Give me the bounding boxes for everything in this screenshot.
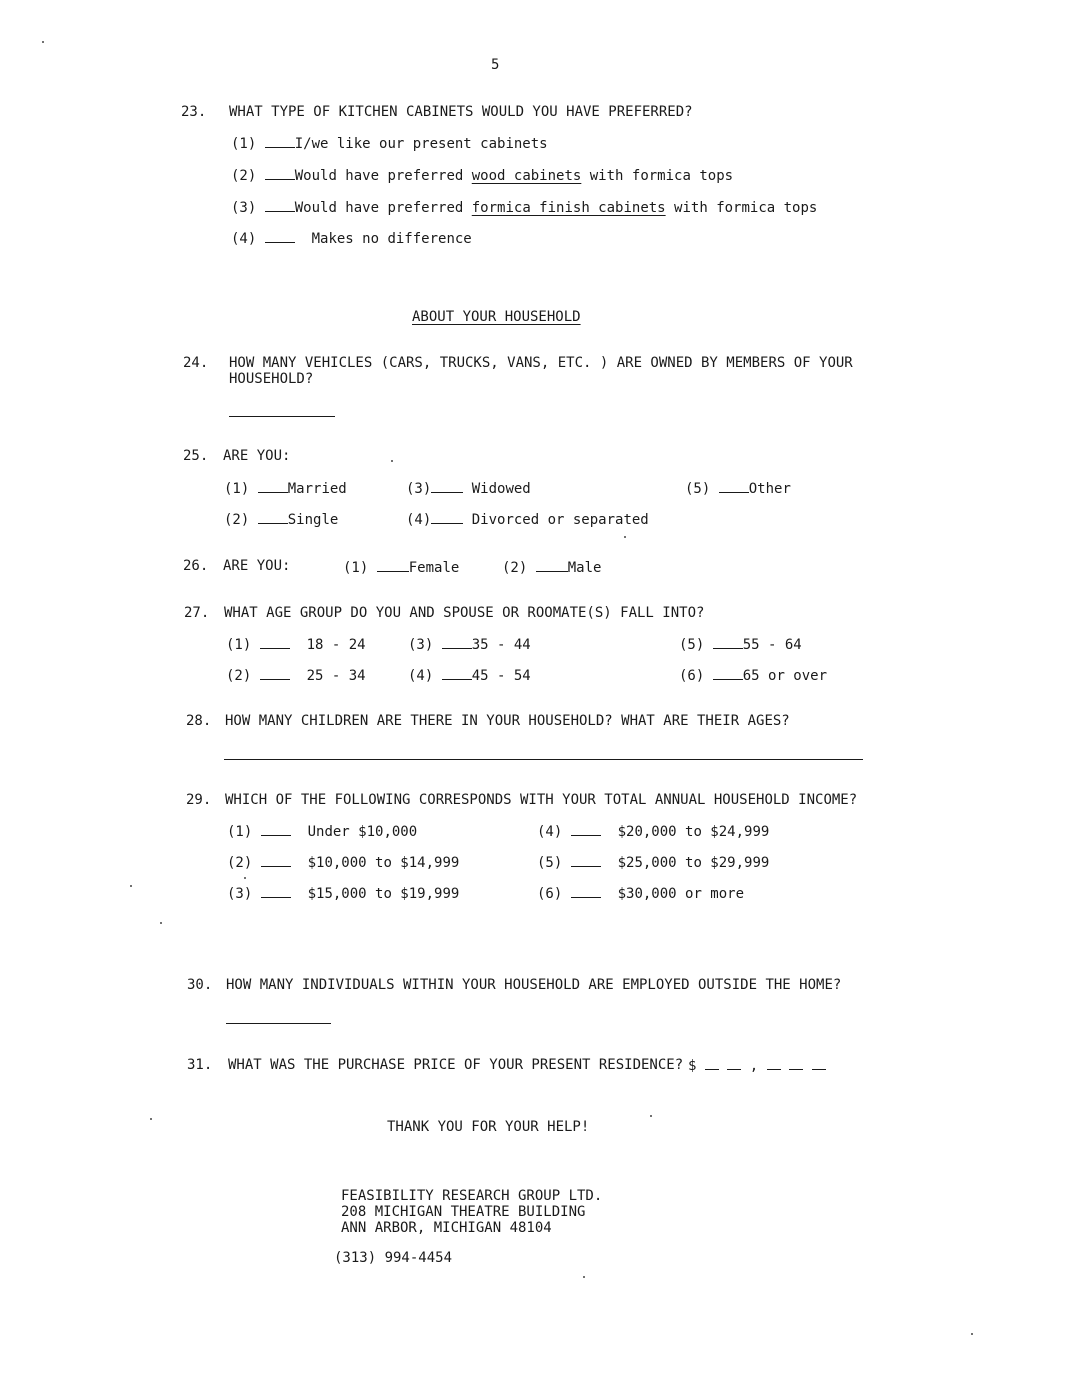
option-number: (4) bbox=[406, 512, 432, 528]
footer-address-line: 208 MICHIGAN THEATRE BUILDING bbox=[341, 1204, 586, 1220]
scan-speck bbox=[160, 922, 162, 924]
option-text: Makes no difference bbox=[311, 231, 472, 247]
question-26-text: ARE YOU: bbox=[223, 558, 291, 574]
question-29-text: WHICH OF THE FOLLOWING CORRESPONDS WITH YOUR TOTAL ANNUAL HOUSEHOLD INCOME? bbox=[225, 792, 858, 808]
q28-answer-line[interactable] bbox=[224, 759, 863, 760]
scan-speck bbox=[624, 536, 626, 538]
question-31-number: 31. bbox=[187, 1057, 213, 1073]
question-26-number: 26. bbox=[183, 558, 209, 574]
answer-blank[interactable] bbox=[261, 885, 291, 898]
question-28-text: HOW MANY CHILDREN ARE THERE IN YOUR HOUSEHOLD? WHAT ARE THEIR AGES? bbox=[225, 713, 790, 729]
option-text: 25 - 34 bbox=[306, 668, 366, 684]
answer-blank[interactable] bbox=[377, 559, 409, 572]
q26-option-2 bbox=[502, 559, 601, 576]
question-25-text: ARE YOU: bbox=[223, 448, 291, 464]
answer-blank[interactable] bbox=[571, 823, 601, 836]
option-number: (1) bbox=[224, 481, 250, 497]
option-text: Widowed bbox=[471, 481, 531, 497]
option-number: (4) bbox=[408, 668, 434, 684]
option-number: (6) bbox=[537, 886, 563, 902]
option-text: Single bbox=[287, 512, 339, 528]
q29-option-6 bbox=[537, 885, 744, 902]
option-text: I/we like our present cabinets bbox=[294, 136, 548, 152]
option-text: 65 or over bbox=[742, 668, 828, 684]
q29-option-3 bbox=[227, 885, 459, 902]
footer-phone: (313) 994-4454 bbox=[334, 1250, 453, 1266]
q25-option-5 bbox=[685, 480, 791, 497]
option-text: Female bbox=[408, 560, 460, 576]
option-number: (3) bbox=[408, 637, 434, 653]
option-number: (1) bbox=[343, 560, 369, 576]
question-27-text: WHAT AGE GROUP DO YOU AND SPOUSE OR ROOMATE(S) FALL INTO? bbox=[224, 605, 705, 621]
answer-blank[interactable] bbox=[536, 559, 568, 572]
q25-option-2 bbox=[224, 511, 338, 528]
price-answer bbox=[688, 1057, 826, 1074]
option-number: (5) bbox=[685, 481, 711, 497]
option-number: (2) bbox=[502, 560, 528, 576]
digit-blank[interactable] bbox=[789, 1057, 803, 1070]
q29-option-2 bbox=[227, 854, 459, 871]
option-number: (2) bbox=[227, 855, 253, 871]
option-text: 18 - 24 bbox=[306, 637, 366, 653]
thank-you-text: THANK YOU FOR YOUR HELP! bbox=[387, 1119, 590, 1135]
option-text: Married bbox=[287, 481, 347, 497]
scan-speck bbox=[150, 1118, 152, 1120]
answer-blank[interactable] bbox=[571, 885, 601, 898]
question-29-number: 29. bbox=[186, 792, 212, 808]
q25-option-1 bbox=[224, 480, 347, 497]
option-text-underlined: wood cabinets bbox=[471, 168, 582, 184]
answer-blank[interactable] bbox=[265, 230, 295, 243]
option-text-post: with formica tops bbox=[581, 168, 734, 184]
answer-blank[interactable] bbox=[260, 667, 290, 680]
scan-speck bbox=[583, 1276, 585, 1278]
option-text-post: with formica tops bbox=[665, 200, 818, 216]
question-24-text-line1: HOW MANY VEHICLES (CARS, TRUCKS, VANS, ETC. ) ARE OWNED BY MEMBERS OF YOUR bbox=[229, 355, 853, 371]
answer-blank[interactable] bbox=[265, 167, 295, 180]
option-number: (1) bbox=[227, 824, 253, 840]
answer-blank[interactable] bbox=[571, 854, 601, 867]
answer-blank[interactable] bbox=[713, 636, 743, 649]
option-text: 55 - 64 bbox=[742, 637, 802, 653]
question-24-number: 24. bbox=[183, 355, 209, 371]
option-text: $30,000 or more bbox=[617, 886, 745, 902]
scan-speck bbox=[650, 1115, 652, 1117]
option-number: (3) bbox=[227, 886, 253, 902]
option-number: (5) bbox=[537, 855, 563, 871]
digit-blank[interactable] bbox=[705, 1057, 719, 1070]
q27-option-6 bbox=[679, 667, 827, 684]
thousands-comma: , bbox=[749, 1058, 759, 1074]
answer-blank[interactable] bbox=[713, 667, 743, 680]
question-25-number: 25. bbox=[183, 448, 209, 464]
option-text-pre: Would have preferred bbox=[294, 200, 472, 216]
page-number: 5 bbox=[491, 57, 500, 73]
question-24-text-line2: HOUSEHOLD? bbox=[229, 371, 314, 387]
scan-speck bbox=[42, 41, 44, 43]
option-number: (2) bbox=[226, 668, 252, 684]
answer-blank[interactable] bbox=[442, 636, 472, 649]
q27-option-3 bbox=[408, 636, 531, 653]
scan-speck bbox=[971, 1333, 973, 1335]
option-text: Male bbox=[567, 560, 602, 576]
scan-speck bbox=[391, 460, 393, 462]
option-text: $10,000 to $14,999 bbox=[307, 855, 460, 871]
footer-org-name: FEASIBILITY RESEARCH GROUP LTD. bbox=[341, 1188, 603, 1204]
answer-blank[interactable] bbox=[431, 480, 463, 493]
option-text: Other bbox=[748, 481, 791, 497]
option-number: (2) bbox=[231, 168, 257, 184]
q30-answer-line[interactable] bbox=[226, 1023, 331, 1024]
option-text: $20,000 to $24,999 bbox=[617, 824, 770, 840]
q27-option-2 bbox=[226, 667, 366, 684]
digit-blank[interactable] bbox=[812, 1057, 826, 1070]
answer-blank[interactable] bbox=[265, 199, 295, 212]
option-text-underlined: formica finish cabinets bbox=[471, 200, 666, 216]
option-number: (5) bbox=[679, 637, 705, 653]
q29-option-1 bbox=[227, 823, 417, 840]
digit-blank[interactable] bbox=[727, 1057, 741, 1070]
question-30-number: 30. bbox=[187, 977, 213, 993]
currency-sign: $ bbox=[688, 1058, 697, 1074]
option-number: (4) bbox=[231, 231, 257, 247]
option-text: Under $10,000 bbox=[307, 824, 418, 840]
option-text: 35 - 44 bbox=[471, 637, 531, 653]
option-text: Divorced or separated bbox=[471, 512, 649, 528]
digit-blank[interactable] bbox=[767, 1057, 781, 1070]
q23-option-2 bbox=[231, 167, 733, 184]
answer-blank[interactable] bbox=[431, 511, 463, 524]
option-text: $25,000 to $29,999 bbox=[617, 855, 770, 871]
q27-option-5 bbox=[679, 636, 802, 653]
option-text: 45 - 54 bbox=[471, 668, 531, 684]
option-text: $15,000 to $19,999 bbox=[307, 886, 460, 902]
answer-blank[interactable] bbox=[265, 135, 295, 148]
q23-option-1 bbox=[231, 135, 548, 152]
q23-option-4 bbox=[231, 230, 472, 247]
option-number: (2) bbox=[224, 512, 250, 528]
footer-city-line: ANN ARBOR, MICHIGAN 48104 bbox=[341, 1220, 552, 1236]
answer-blank[interactable] bbox=[261, 823, 291, 836]
question-30-text: HOW MANY INDIVIDUALS WITHIN YOUR HOUSEHOLD ARE EMPLOYED OUTSIDE THE HOME? bbox=[226, 977, 842, 993]
answer-blank[interactable] bbox=[258, 480, 288, 493]
answer-blank[interactable] bbox=[719, 480, 749, 493]
q26-option-1 bbox=[343, 559, 459, 576]
option-number: (1) bbox=[226, 637, 252, 653]
option-number: (1) bbox=[231, 136, 257, 152]
q25-option-3 bbox=[406, 480, 531, 497]
option-number: (6) bbox=[679, 668, 705, 684]
question-23-number: 23. bbox=[181, 104, 207, 120]
q25-option-4 bbox=[406, 511, 649, 528]
question-23-text: WHAT TYPE OF KITCHEN CABINETS WOULD YOU HAVE PREFERRED? bbox=[229, 104, 693, 120]
option-number: (3) bbox=[406, 481, 432, 497]
q23-option-3 bbox=[231, 199, 817, 216]
answer-blank[interactable] bbox=[442, 667, 472, 680]
section-title: ABOUT YOUR HOUSEHOLD bbox=[412, 309, 581, 325]
question-27-number: 27. bbox=[184, 605, 210, 621]
question-31-text: WHAT WAS THE PURCHASE PRICE OF YOUR PRESENT RESIDENCE? bbox=[228, 1057, 684, 1073]
option-number: (3) bbox=[231, 200, 257, 216]
q27-option-1 bbox=[226, 636, 366, 653]
answer-blank[interactable] bbox=[258, 511, 288, 524]
answer-blank[interactable] bbox=[261, 854, 291, 867]
q24-answer-line[interactable] bbox=[229, 416, 335, 417]
question-28-number: 28. bbox=[186, 713, 212, 729]
q27-option-4 bbox=[408, 667, 531, 684]
option-number: (4) bbox=[537, 824, 563, 840]
q29-option-5 bbox=[537, 854, 769, 871]
scan-speck bbox=[244, 877, 246, 879]
scan-speck bbox=[130, 885, 132, 887]
q29-option-4 bbox=[537, 823, 769, 840]
answer-blank[interactable] bbox=[260, 636, 290, 649]
option-text-pre: Would have preferred bbox=[294, 168, 472, 184]
